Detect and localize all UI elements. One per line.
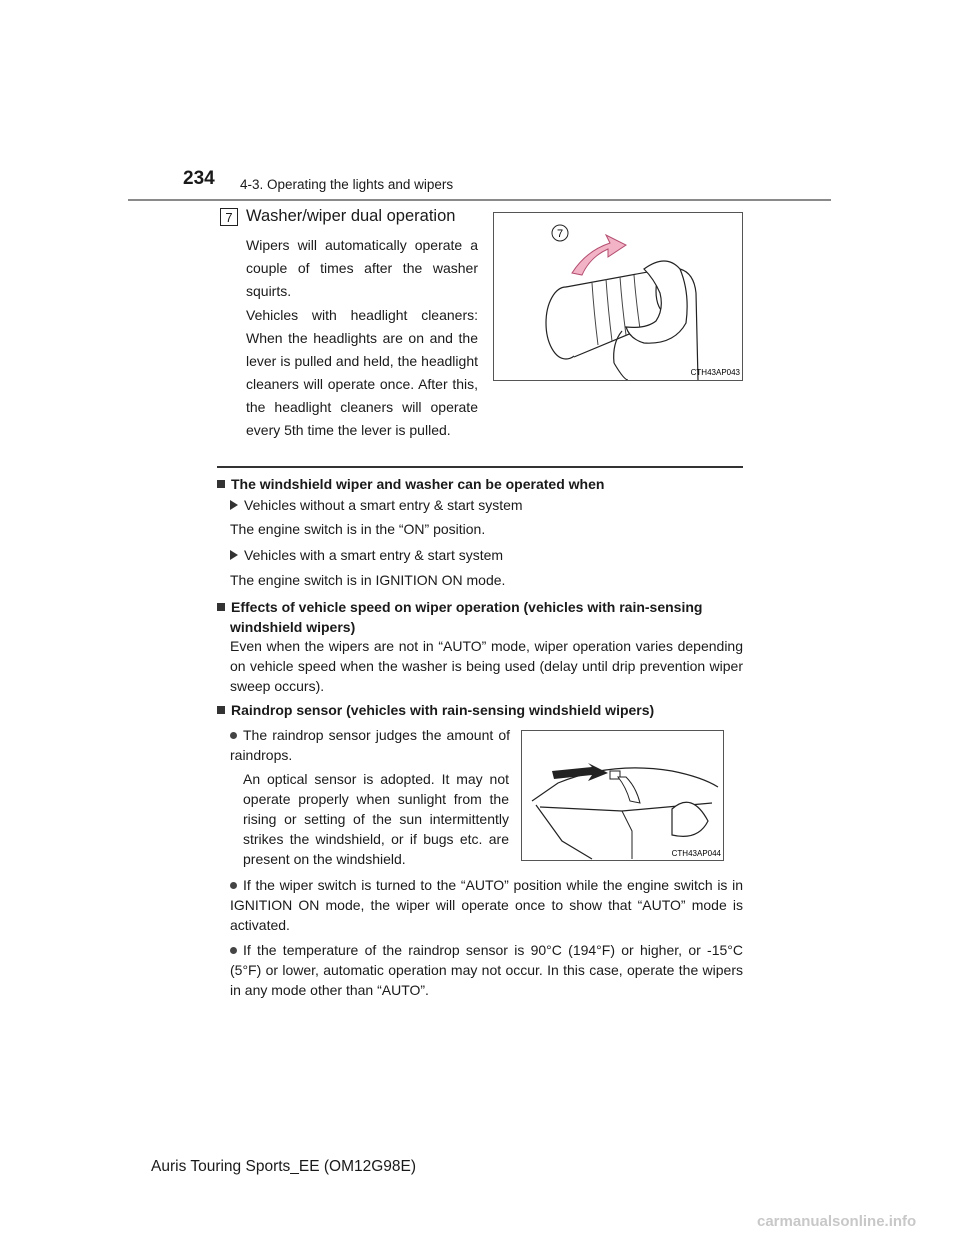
bullet-raindrop-judges: The raindrop sensor judges the amount of raindrops. bbox=[230, 727, 510, 763]
step-number-marker: 7 bbox=[220, 208, 238, 226]
square-bullet-icon bbox=[217, 480, 225, 488]
step-title: Washer/wiper dual operation bbox=[246, 207, 456, 225]
header-divider bbox=[128, 199, 831, 201]
wiper-lever-illustration bbox=[494, 213, 742, 380]
windshield-illustration bbox=[522, 731, 723, 860]
square-bullet-icon bbox=[217, 603, 225, 611]
round-bullet-icon bbox=[230, 732, 237, 739]
note-heading-raindrop: Raindrop sensor (vehicles with rain-sensing windshield wipers) bbox=[217, 700, 654, 720]
text-ignition-on: The engine switch is in IGNITION ON mode. bbox=[230, 572, 506, 588]
section-title: 4-3. Operating the lights and wipers bbox=[240, 177, 454, 192]
text-speed-effects: Even when the wipers are not in “AUTO” mode, wiper operation varies depending on vehicle speed when the washer is being used (delay until drip prevention wiper sweep occurs). bbox=[230, 638, 743, 694]
note-heading-speed-effects-cont: windshield wipers) bbox=[230, 619, 356, 635]
figure-caption: CTH43AP044 bbox=[671, 849, 721, 858]
triangle-bullet-icon bbox=[230, 500, 238, 510]
note-heading-windshield: The windshield wiper and washer can be operated when bbox=[217, 474, 604, 494]
bullet-temperature: If the temperature of the raindrop sensor is 90°C (194°F) or higher, or -15°C (5°F) or lower, automatic operation may not occur. In this case, operate the wipers in any mode other than “AUTO”. bbox=[230, 942, 743, 998]
text-engine-switch-on: The engine switch is in the “ON” position. bbox=[230, 521, 486, 537]
page-number: 234 bbox=[183, 168, 215, 189]
figure-caption: CTH43AP043 bbox=[690, 368, 740, 377]
round-bullet-icon bbox=[230, 947, 237, 954]
watermark: carmanualsonline.info bbox=[757, 1213, 917, 1230]
round-bullet-icon bbox=[230, 882, 237, 889]
sub-bullet-smart-entry: Vehicles with a smart entry & start system bbox=[230, 545, 503, 565]
square-bullet-icon bbox=[217, 706, 225, 714]
raindrop-sensor-figure bbox=[521, 730, 724, 861]
callout-number: 7 bbox=[556, 228, 564, 240]
sub-bullet-no-smart-entry: Vehicles without a smart entry & start system bbox=[230, 495, 523, 515]
text-optical-sensor: An optical sensor is adopted. It may not operate properly when sunlight from the rising or setting of the sun intermittently strikes the windshield, or if bugs etc. are present on the windshield. bbox=[243, 771, 509, 867]
note-heading-speed-effects: Effects of vehicle speed on wiper operation (vehicles with rain-sensing bbox=[217, 597, 743, 617]
step-paragraph-1: Wipers will automatically operate a couple of times after the washer squirts. bbox=[246, 237, 478, 299]
step-paragraph-2: Vehicles with headlight cleaners: When the headlights are on and the lever is pulled and held, the headlight cleaners will operate once. After this, the headlight cleaners will operate every 5th time the lever is pulled. bbox=[246, 307, 478, 438]
footer-model: Auris Touring Sports_EE (OM12G98E) bbox=[151, 1158, 417, 1175]
triangle-bullet-icon bbox=[230, 550, 238, 560]
section-divider bbox=[217, 466, 743, 468]
wiper-lever-figure bbox=[493, 212, 743, 381]
bullet-auto-position: If the wiper switch is turned to the “AUTO” position while the engine switch is in IGNITION ON mode, the wiper will operate once to show that “AUTO” mode is activated. bbox=[230, 877, 743, 933]
